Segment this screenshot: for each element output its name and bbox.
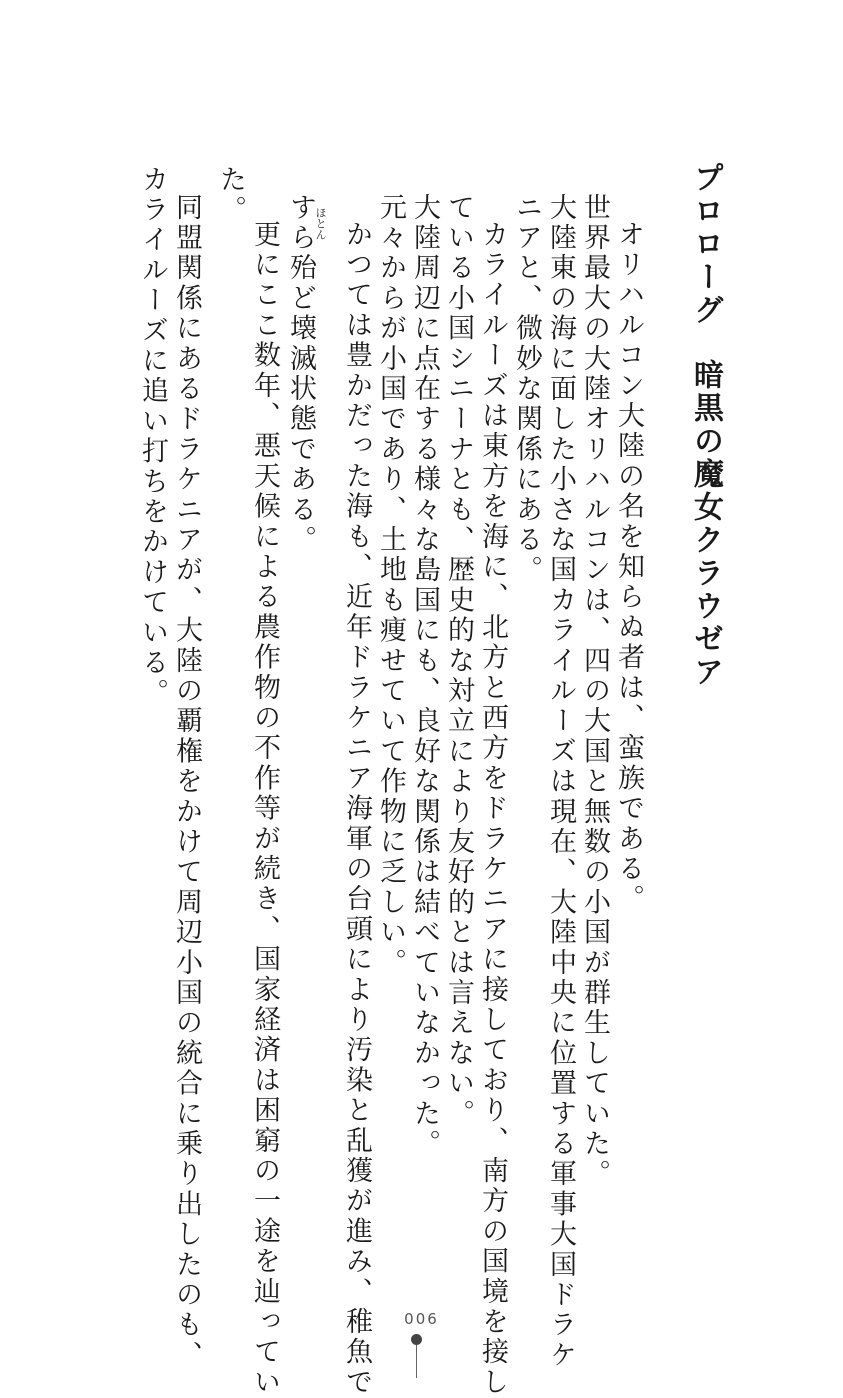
ruby-annotation: ほとん bbox=[314, 207, 327, 240]
page-marker-line bbox=[416, 1345, 417, 1378]
text-line: 同盟関係にあるドラケニアが、大陸の覇権をかけて周辺小国の統合に乗り出したのも、 bbox=[171, 193, 202, 1371]
chapter-title-prologue: プロローグ bbox=[688, 162, 723, 327]
page-marker-dot bbox=[411, 1334, 422, 1345]
text-line: 更にここ数年、悪天候による農作物の不作等が続き、国家経済は困窮の一途を辿ってい bbox=[249, 220, 280, 1398]
chapter-title bbox=[688, 162, 722, 689]
text-line: すら殆ど壊滅状態である。 bbox=[285, 193, 316, 556]
text-line: 世界最大の大陸オリハルコンは、四の大国と無数の小国が群生していた。 bbox=[579, 193, 610, 1190]
page-number: 006 bbox=[404, 1310, 439, 1328]
text-line: た。 bbox=[215, 165, 246, 226]
text-line: 大陸周辺に点在する様々な島国にも、良好な関係は結べていなかった。 bbox=[409, 193, 440, 1160]
text-line: カライルーズは東方を海に、北方と西方をドラケニアに接しており、南方の国境を接し bbox=[477, 220, 508, 1398]
text-line: かつては豊かだった海も、近年ドラケニア海軍の台頭により汚染と乱獲が進み、稚魚で bbox=[341, 220, 372, 1398]
text-line: 大陸東の海に面した小さな国カライルーズは現在、大陸中央に位置する軍事大国ドラケ bbox=[545, 193, 576, 1371]
text-line: オリハルコン大陸の名を知らぬ者は、蛮族である。 bbox=[613, 220, 644, 915]
text-line: カライルーズに追い打ちをかけている。 bbox=[137, 165, 168, 709]
text-line: 元々からが小国であり、土地も痩せていて作物に乏しい。 bbox=[375, 193, 406, 979]
text-line: ニアと、微妙な関係にある。 bbox=[511, 193, 542, 586]
text-line: ている小国シニーナとも、歴史的な対立により友好的とは言えない。 bbox=[443, 193, 474, 1130]
chapter-title-name: 暗黒の魔女クラウゼア bbox=[688, 359, 723, 689]
